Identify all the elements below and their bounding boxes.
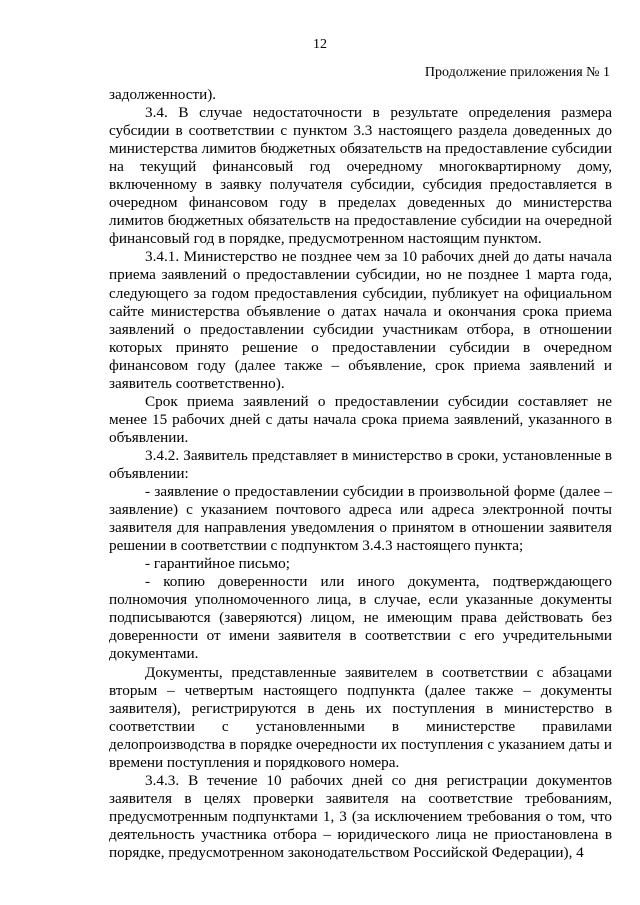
paragraph-3-4-3: 3.4.3. В течение 10 рабочих дней со дня регистрации документов заявителя в целях проверки заявителя на соответствие требованиям, предусмотренным подпунктами 1, 3 (за исключением требования о том, что деятельность участника отбора – юридического лица не приостановлена в порядке, предусмотренном законодательством Российской Федерации), 4 (109, 771, 612, 861)
paragraph-3-4: 3.4. В случае недостаточности в результате определения размера субсидии в соответствии с пунктом 3.3 настоящего раздела доведенных до министерства лимитов бюджетных обязательств на предоставление субсидии на текущий финансовый год очередному многоквартирному дому, включенному в заявку получателя субсидии, субсидия предоставляется в очередном финансовом году в пределах доведенных до министерства лимитов бюджетных обязательств на предоставление субсидии на очередной финансовый год в порядке, предусмотренном настоящим пунктом. (109, 104, 612, 248)
list-item-guarantee-letter: - гарантийное письмо; (145, 555, 290, 573)
paragraph-application-period: Срок приема заявлений о предоставлении субсидии составляет не менее 15 рабочих дней с даты начала срока приема заявлений, указанного в объявлении. (109, 392, 612, 446)
list-item-power-of-attorney: - копию доверенности или иного документа, подтверждающего полномочия уполномоченного лица, в случае, если указанные документы подписываются (заверяются) лицом, не имеющим права действовать без доверенности от имени заявителя в соответствии с его учредительными документами. (109, 573, 612, 663)
page-number: 12 (313, 37, 327, 52)
paragraph-documents-registration: Документы, представленные заявителем в соответствии с абзацами вторым – четвертым настоящего подпункта (далее также – документы заявителя), регистрируются в день их поступления в министерство в соответствии с установленными в министерстве правилами делопроизводства в порядке очередности их поступления с указанием даты и времени поступления и порядкового номера. (109, 663, 612, 771)
list-item-application: - заявление о предоставлении субсидии в произвольной форме (далее – заявление) с указанием почтового адреса или адреса электронной почты заявителя для направления уведомления о принятом в отношении заявителя решении в соответствии с подпунктом 3.4.3 настоящего пункта; (109, 483, 612, 555)
document-body (109, 86, 612, 862)
paragraph-3-4-1: 3.4.1. Министерство не позднее чем за 10 рабочих дней до даты начала приема заявлений о предоставлении субсидии, но не позднее 1 марта года, следующего за годом предоставления субсидии, публикует на официальном сайте министерства объявление о датах начала и окончания срока приема заявлений о предоставлении субсидии участникам отбора, в отношении которых принято решение о предоставлении субсидии в очередном финансовом году (далее также – объявление, срок приема заявлений и заявитель соответственно). (109, 248, 612, 392)
paragraph-continuation: задолженности). (109, 86, 217, 103)
appendix-continuation-note: Продолжение приложения № 1 (424, 65, 610, 80)
paragraph-3-4-2: 3.4.2. Заявитель представляет в министерство в сроки, установленные в объявлении: (109, 446, 612, 482)
